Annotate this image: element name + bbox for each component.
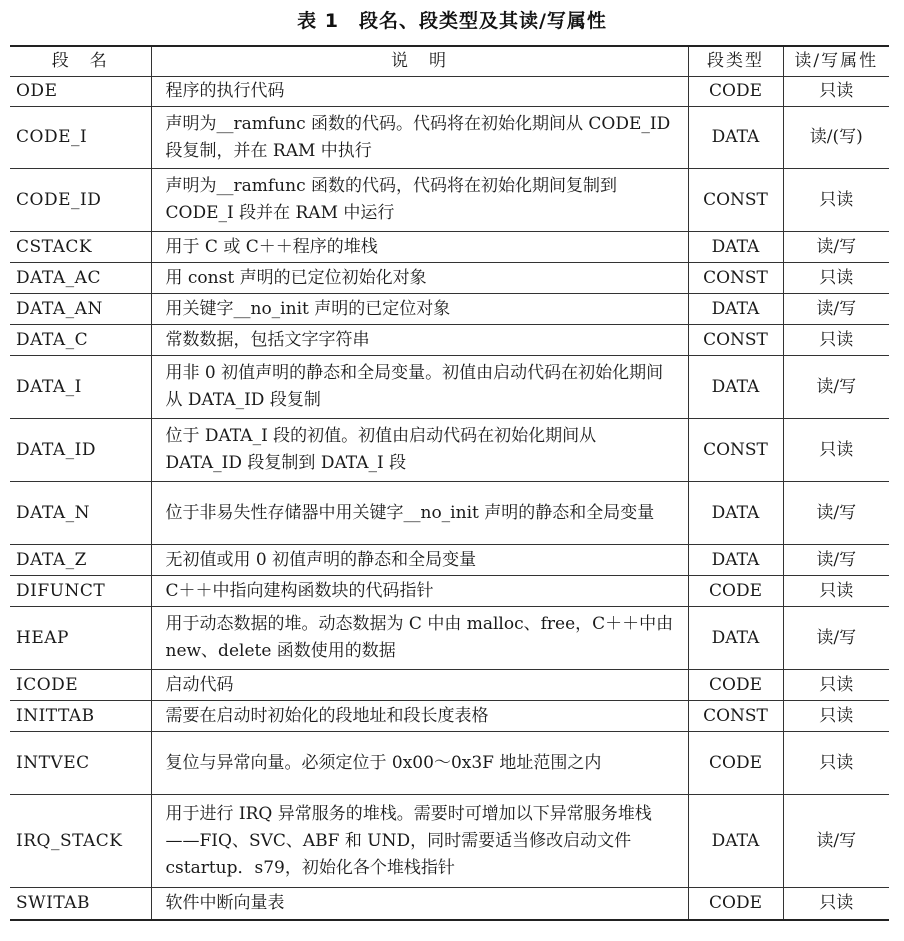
column-header-description: 说 明 bbox=[151, 46, 688, 77]
segment-rw: 读/(写) bbox=[783, 107, 889, 169]
segment-rw: 读/写 bbox=[783, 482, 889, 545]
segment-type: DATA bbox=[688, 232, 783, 263]
segment-type: CONST bbox=[688, 325, 783, 356]
segment-name: ODE bbox=[10, 77, 151, 107]
segment-name: DATA_Z bbox=[10, 545, 151, 576]
header-row bbox=[10, 46, 889, 77]
segment-rw: 只读 bbox=[783, 888, 889, 920]
segment-name: INTVEC bbox=[10, 732, 151, 795]
table-row bbox=[10, 732, 889, 795]
segment-type: CODE bbox=[688, 732, 783, 795]
table-row bbox=[10, 107, 889, 169]
segment-description: 需要在启动时初始化的段地址和段长度表格 bbox=[151, 701, 688, 732]
segment-description: 声明为__ramfunc 函数的代码。代码将在初始化期间从 CODE_ID 段复制，并在 RAM 中执行 bbox=[151, 107, 688, 169]
table-row bbox=[10, 356, 889, 419]
column-header-rw: 读/写属性 bbox=[783, 46, 889, 77]
segment-rw: 读/写 bbox=[783, 294, 889, 325]
segment-type: CODE bbox=[688, 576, 783, 607]
segment-description: C＋＋中指向建构函数块的代码指针 bbox=[151, 576, 688, 607]
table-row bbox=[10, 545, 889, 576]
table-row bbox=[10, 701, 889, 732]
segment-rw: 只读 bbox=[783, 419, 889, 482]
segment-description: 用 const 声明的已定位初始化对象 bbox=[151, 263, 688, 294]
segment-type: DATA bbox=[688, 356, 783, 419]
table-row bbox=[10, 263, 889, 294]
column-header-name: 段 名 bbox=[10, 46, 151, 77]
segment-name: ICODE bbox=[10, 670, 151, 701]
segment-rw: 只读 bbox=[783, 670, 889, 701]
segment-description: 用于进行 IRQ 异常服务的堆栈。需要时可增加以下异常服务堆栈——FIQ、SVC、ABF 和 UND，同时需要适当修改启动文件 cstartup．s79，初始化各个堆栈指针 bbox=[151, 795, 688, 888]
segment-name: DATA_I bbox=[10, 356, 151, 419]
segment-name: CODE_I bbox=[10, 107, 151, 169]
segment-description: 用非 0 初值声明的静态和全局变量。初值由启动代码在初始化期间从 DATA_ID 段复制 bbox=[151, 356, 688, 419]
segment-name: DATA_AC bbox=[10, 263, 151, 294]
segment-description: 用关键字__no_init 声明的已定位对象 bbox=[151, 294, 688, 325]
segment-name: DATA_AN bbox=[10, 294, 151, 325]
segment-rw: 只读 bbox=[783, 701, 889, 732]
table-row bbox=[10, 232, 889, 263]
segment-name: HEAP bbox=[10, 607, 151, 670]
segment-description: 位于非易失性存储器中用关键字__no_init 声明的静态和全局变量 bbox=[151, 482, 688, 545]
table-row bbox=[10, 888, 889, 920]
table-row bbox=[10, 77, 889, 107]
segment-name: SWITAB bbox=[10, 888, 151, 920]
segment-description: 启动代码 bbox=[151, 670, 688, 701]
segment-type: DATA bbox=[688, 607, 783, 670]
segment-description: 无初值或用 0 初值声明的静态和全局变量 bbox=[151, 545, 688, 576]
segment-description: 复位与异常向量。必须定位于 0x00～0x3F 地址范围之内 bbox=[151, 732, 688, 795]
table-title: 表 1 段名、段类型及其读/写属性 bbox=[297, 10, 607, 32]
segment-type: DATA bbox=[688, 795, 783, 888]
table-row bbox=[10, 325, 889, 356]
column-header-type: 段类型 bbox=[688, 46, 783, 77]
table-row bbox=[10, 576, 889, 607]
segment-type: CODE bbox=[688, 888, 783, 920]
segment-rw: 只读 bbox=[783, 77, 889, 107]
segment-rw: 读/写 bbox=[783, 795, 889, 888]
segment-rw: 读/写 bbox=[783, 356, 889, 419]
segment-type: CODE bbox=[688, 670, 783, 701]
segment-name: INITTAB bbox=[10, 701, 151, 732]
segment-description: 用于 C 或 C＋＋程序的堆栈 bbox=[151, 232, 688, 263]
table-row bbox=[10, 607, 889, 670]
segment-rw: 读/写 bbox=[783, 607, 889, 670]
segment-name: DATA_N bbox=[10, 482, 151, 545]
segment-type: DATA bbox=[688, 107, 783, 169]
segment-type: CONST bbox=[688, 263, 783, 294]
table-row bbox=[10, 795, 889, 888]
segment-rw: 只读 bbox=[783, 169, 889, 232]
table-row bbox=[10, 482, 889, 545]
segment-rw: 只读 bbox=[783, 263, 889, 294]
table-row bbox=[10, 294, 889, 325]
segment-rw: 只读 bbox=[783, 732, 889, 795]
segment-name: CSTACK bbox=[10, 232, 151, 263]
segment-type: CONST bbox=[688, 419, 783, 482]
segment-name: DATA_ID bbox=[10, 419, 151, 482]
segment-name: CODE_ID bbox=[10, 169, 151, 232]
segment-rw: 只读 bbox=[783, 576, 889, 607]
segment-type: CONST bbox=[688, 169, 783, 232]
segment-rw: 只读 bbox=[783, 325, 889, 356]
table-row bbox=[10, 670, 889, 701]
table-row bbox=[10, 169, 889, 232]
segment-type: CODE bbox=[688, 77, 783, 107]
segment-description: 用于动态数据的堆。动态数据为 C 中由 malloc、free，C＋＋中由 new、delete 函数使用的数据 bbox=[151, 607, 688, 670]
segment-rw: 读/写 bbox=[783, 545, 889, 576]
segment-description: 常数数据，包括文字字符串 bbox=[151, 325, 688, 356]
segment-type: DATA bbox=[688, 482, 783, 545]
segment-table bbox=[10, 45, 889, 921]
segment-type: DATA bbox=[688, 545, 783, 576]
segment-name: DIFUNCT bbox=[10, 576, 151, 607]
segment-name: DATA_C bbox=[10, 325, 151, 356]
segment-type: CONST bbox=[688, 701, 783, 732]
segment-description: 声明为__ramfunc 函数的代码，代码将在初始化期间复制到 CODE_I 段并在 RAM 中运行 bbox=[151, 169, 688, 232]
segment-type: DATA bbox=[688, 294, 783, 325]
segment-name: IRQ_STACK bbox=[10, 795, 151, 888]
segment-description: 位于 DATA_I 段的初值。初值由启动代码在初始化期间从 DATA_ID 段复制到 DATA_I 段 bbox=[151, 419, 688, 482]
table-row bbox=[10, 419, 889, 482]
segment-description: 程序的执行代码 bbox=[151, 77, 688, 107]
segment-rw: 读/写 bbox=[783, 232, 889, 263]
segment-description: 软件中断向量表 bbox=[151, 888, 688, 920]
